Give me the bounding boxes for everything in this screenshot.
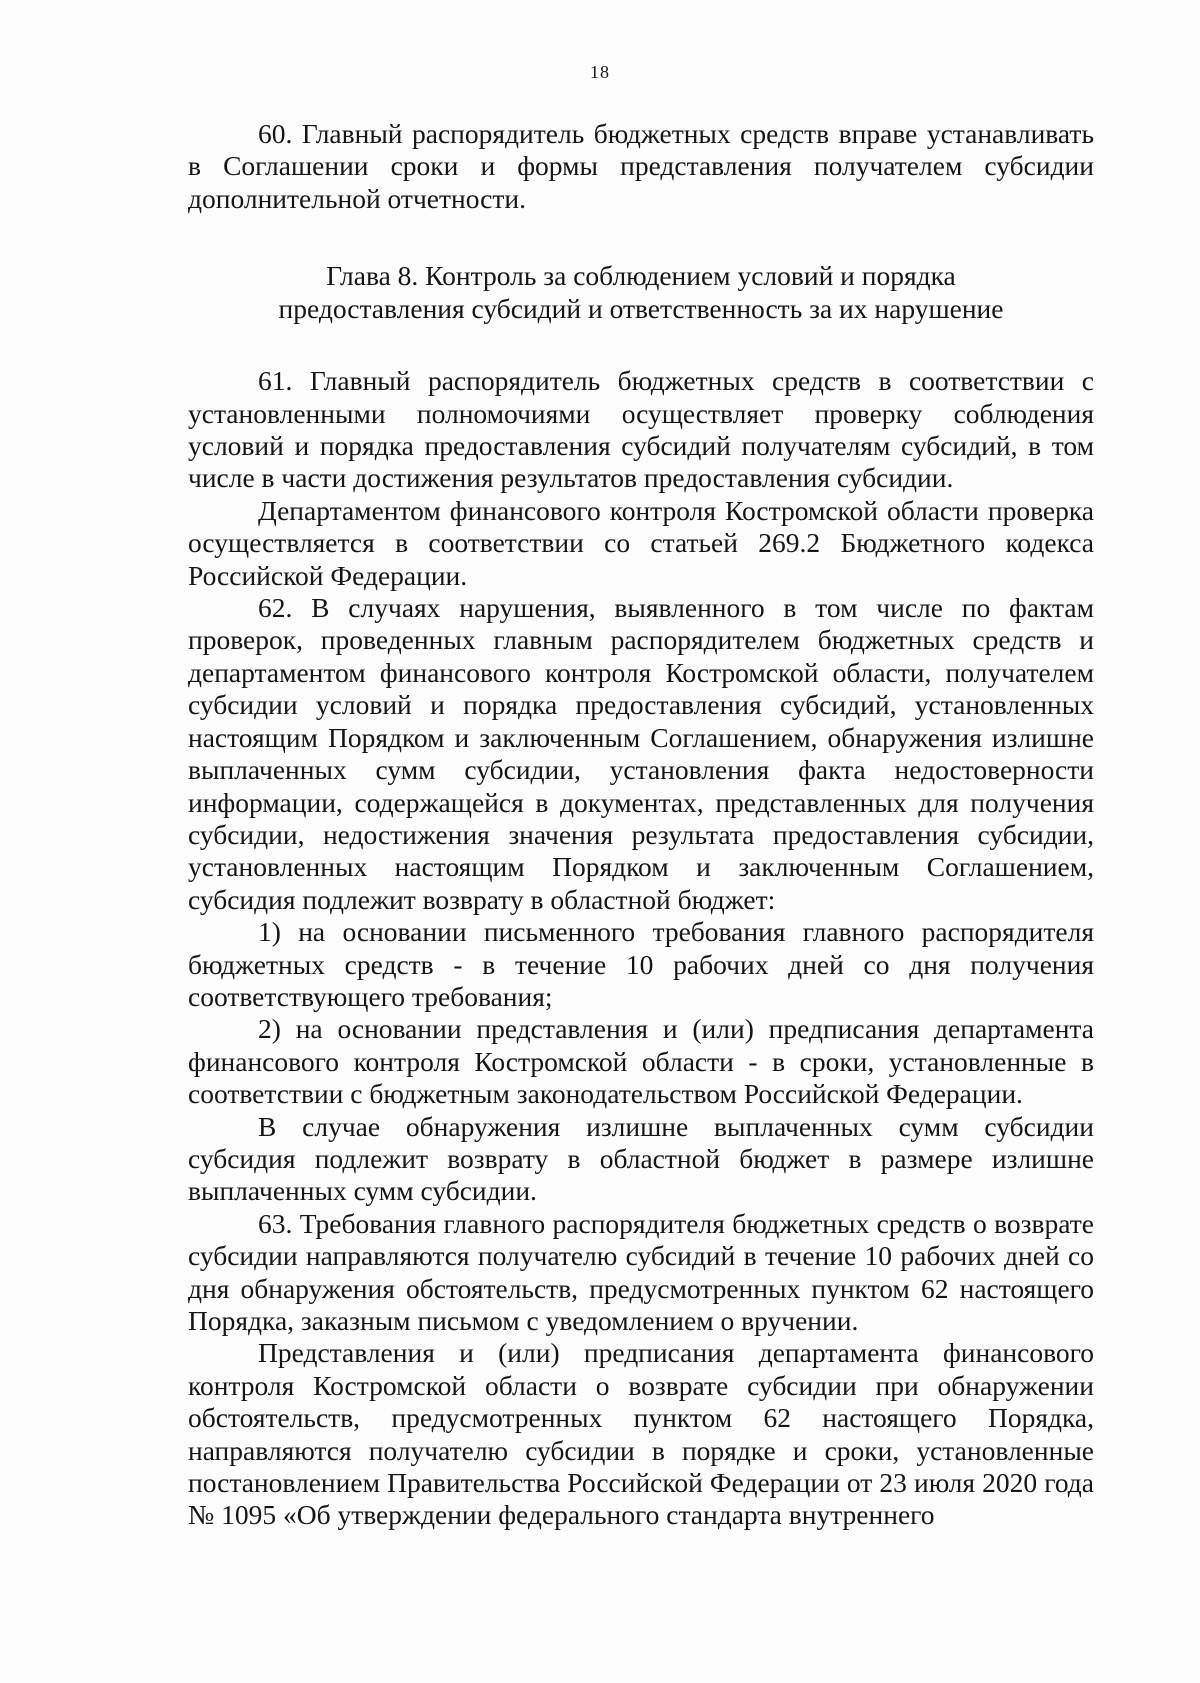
- paragraph-63-department-orders: Представления и (или) предписания департамента финансового контроля Костромской области о возврате субсидии при обнаружении обстоятельств, предусмотренных пунктом 62 настоящего Порядка, направляются получателю субсидии в порядке и сроки, установленные постановлением Правительства Российской Федерации от 23 июля 2020 года № 1095 «Об утверждении федерального стандарта внутреннего: [188, 1337, 1094, 1531]
- chapter-heading-line-1: Глава 8. Контроль за соблюдением условий и порядка: [326, 260, 956, 292]
- paragraph-61-department-check: Департаментом финансового контроля Костромской области проверка осуществляется в соответствии со статьей 269.2 Бюджетного кодекса Российской Федерации.: [188, 494, 1094, 591]
- page-number: 18: [590, 62, 610, 82]
- paragraph-61: 61. Главный распорядитель бюджетных средств в соответствии с установленными полномочиями осуществляет проверку соблюдения условий и порядка предоставления субсидий получателям субсидий, в том числе в части достижения результатов предоставления субсидии.: [188, 365, 1094, 494]
- paragraph-60: 60. Главный распорядитель бюджетных средств вправе устанавливать в Соглашении сроки и формы представления получателем субсидии дополнительной отчетности.: [188, 118, 1094, 214]
- paragraph-62-overpayment: В случае обнаружения излишне выплаченных сумм субсидии субсидия подлежит возврату в областной бюджет в размере излишне выплаченных сумм субсидии.: [188, 1110, 1094, 1207]
- chapter-heading: [188, 259, 1094, 325]
- paragraph-63: 63. Требования главного распорядителя бюджетных средств о возврате субсидии направляются получателю субсидий в течение 10 рабочих дней со дня обнаружения обстоятельств, предусмотренных пунктом 62 настоящего Порядка, заказным письмом с уведомлением о вручении.: [188, 1207, 1094, 1336]
- document-body: [188, 118, 1094, 1532]
- paragraph-62-item-2: 2) на основании представления и (или) предписания департамента финансового контроля Костромской области - в сроки, установленные в соответствии с бюджетным законодательством Российской Федерации.: [188, 1013, 1094, 1110]
- paragraph-62: 62. В случаях нарушения, выявленного в том числе по фактам проверок, проведенных главным распорядителем бюджетных средств и департаментом финансового контроля Костромской области, получателем субсидии условий и порядка предоставления субсидий, установленных настоящим Порядком и заключенным Соглашением, обнаружения излишне выплаченных сумм субсидии, установления факта недостоверности информации, содержащейся в документах, представленных для получения субсидии, недостижения значения результата предоставления субсидии, установленных настоящим Порядком и заключенным Соглашением, субсидия подлежит возврату в областной бюджет:: [188, 592, 1094, 915]
- chapter-heading-line-2: предоставления субсидий и ответственность за их нарушение: [278, 293, 1004, 325]
- paragraph-62-item-1: 1) на основании письменного требования главного распорядителя бюджетных средств - в течение 10 рабочих дней со дня получения соответствующего требования;: [188, 916, 1094, 1012]
